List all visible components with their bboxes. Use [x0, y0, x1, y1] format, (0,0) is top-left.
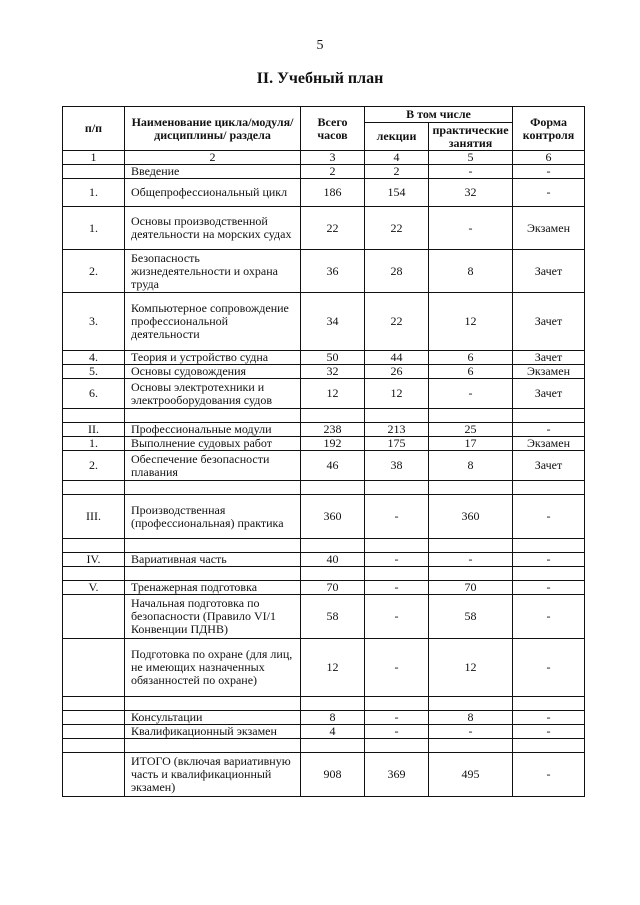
table-row [63, 495, 585, 539]
row-name: Введение [125, 165, 301, 179]
row-control-form: Зачет [513, 351, 585, 365]
row-control-form [513, 409, 585, 423]
row-lectures [365, 539, 429, 553]
row-lectures [365, 409, 429, 423]
row-lectures: 2 [365, 165, 429, 179]
row-name: Консультации [125, 711, 301, 725]
row-total-hours: 12 [301, 639, 365, 697]
table-row [63, 451, 585, 481]
column-number: 4 [365, 151, 429, 165]
table-row [63, 207, 585, 250]
row-control-form: - [513, 595, 585, 639]
row-total-hours: 22 [301, 207, 365, 250]
row-control-form: - [513, 423, 585, 437]
row-control-form: Зачет [513, 379, 585, 409]
row-control-form: - [513, 581, 585, 595]
row-lectures: - [365, 595, 429, 639]
table-row [63, 365, 585, 379]
table-row [63, 581, 585, 595]
row-name [125, 697, 301, 711]
row-lectures: 12 [365, 379, 429, 409]
header-control: Форма контроля [513, 107, 585, 151]
row-total-hours: 192 [301, 437, 365, 451]
table-row [63, 595, 585, 639]
table-row [63, 423, 585, 437]
row-practical: 12 [429, 639, 513, 697]
row-name: Квалификационный экзамен [125, 725, 301, 739]
row-practical [429, 697, 513, 711]
table-row [63, 250, 585, 293]
row-total-hours: 34 [301, 293, 365, 351]
row-number [63, 481, 125, 495]
row-number: 3. [63, 293, 125, 351]
row-name: Теория и устройство судна [125, 351, 301, 365]
row-practical: 8 [429, 250, 513, 293]
row-total-hours: 50 [301, 351, 365, 365]
page-number: 5 [316, 38, 324, 53]
row-number [63, 711, 125, 725]
row-name [125, 739, 301, 753]
column-number: 2 [125, 151, 301, 165]
row-control-form: - [513, 753, 585, 797]
row-total-hours [301, 567, 365, 581]
table-row [63, 639, 585, 697]
row-name: Основы электротехники и электрооборудования судов [125, 379, 301, 409]
row-practical [429, 567, 513, 581]
table-row [63, 539, 585, 553]
row-number [63, 165, 125, 179]
header-lectures: лекции [365, 123, 429, 151]
row-name: Вариативная часть [125, 553, 301, 567]
row-number: V. [63, 581, 125, 595]
column-number-row [63, 151, 585, 165]
row-total-hours: 40 [301, 553, 365, 567]
row-control-form: - [513, 179, 585, 207]
row-control-form: Зачет [513, 250, 585, 293]
row-control-form [513, 739, 585, 753]
row-total-hours [301, 409, 365, 423]
row-number [63, 567, 125, 581]
row-control-form [513, 539, 585, 553]
row-practical: - [429, 379, 513, 409]
row-name: Производственная (профессиональная) практика [125, 495, 301, 539]
row-number [63, 595, 125, 639]
row-lectures: - [365, 711, 429, 725]
row-practical: 25 [429, 423, 513, 437]
table-row [63, 697, 585, 711]
table-row [63, 567, 585, 581]
row-total-hours: 238 [301, 423, 365, 437]
row-practical: 12 [429, 293, 513, 351]
row-lectures [365, 481, 429, 495]
row-number: 6. [63, 379, 125, 409]
row-name: Профессиональные модули [125, 423, 301, 437]
table-row [63, 409, 585, 423]
table-row [63, 753, 585, 797]
row-name: ИТОГО (включая вариативную часть и квалификационный экзамен) [125, 753, 301, 797]
row-total-hours: 32 [301, 365, 365, 379]
row-number [63, 539, 125, 553]
row-lectures: 26 [365, 365, 429, 379]
row-lectures: - [365, 553, 429, 567]
row-practical [429, 739, 513, 753]
row-name [125, 409, 301, 423]
row-total-hours: 46 [301, 451, 365, 481]
row-name: Основы судовождения [125, 365, 301, 379]
row-practical [429, 409, 513, 423]
row-name: Безопасность жизнедеятельности и охрана труда [125, 250, 301, 293]
row-practical: 8 [429, 711, 513, 725]
row-number: 4. [63, 351, 125, 365]
row-total-hours [301, 539, 365, 553]
row-practical: - [429, 725, 513, 739]
table-row [63, 481, 585, 495]
table-row [63, 437, 585, 451]
row-control-form: Зачет [513, 451, 585, 481]
row-lectures [365, 567, 429, 581]
row-total-hours [301, 481, 365, 495]
row-number: 1. [63, 437, 125, 451]
table-row [63, 711, 585, 725]
row-control-form: - [513, 711, 585, 725]
row-name: Обеспечение безопасности плавания [125, 451, 301, 481]
row-practical: - [429, 207, 513, 250]
header-practical: практические занятия [429, 123, 513, 151]
row-name: Компьютерное сопровождение профессиональной деятельности [125, 293, 301, 351]
row-number [63, 725, 125, 739]
row-name [125, 567, 301, 581]
row-total-hours: 4 [301, 725, 365, 739]
row-number [63, 739, 125, 753]
row-control-form [513, 567, 585, 581]
row-practical: 6 [429, 351, 513, 365]
row-name: Выполнение судовых работ [125, 437, 301, 451]
row-lectures: 22 [365, 207, 429, 250]
table-row [63, 553, 585, 567]
row-control-form: - [513, 165, 585, 179]
row-number: 1. [63, 179, 125, 207]
row-lectures: 213 [365, 423, 429, 437]
row-lectures: - [365, 581, 429, 595]
row-name: Подготовка по охране (для лиц, не имеющих назначенных обязанностей по охране) [125, 639, 301, 697]
row-total-hours: 908 [301, 753, 365, 797]
row-practical: 8 [429, 451, 513, 481]
row-lectures: 44 [365, 351, 429, 365]
row-total-hours: 58 [301, 595, 365, 639]
column-number: 6 [513, 151, 585, 165]
row-name [125, 481, 301, 495]
table-row [63, 293, 585, 351]
row-practical: 70 [429, 581, 513, 595]
row-name: Общепрофессиональный цикл [125, 179, 301, 207]
row-control-form: - [513, 495, 585, 539]
table-row [63, 165, 585, 179]
curriculum-table [62, 106, 585, 797]
row-control-form: Экзамен [513, 437, 585, 451]
row-practical: 360 [429, 495, 513, 539]
row-number: II. [63, 423, 125, 437]
row-control-form [513, 481, 585, 495]
row-total-hours: 186 [301, 179, 365, 207]
row-practical: 6 [429, 365, 513, 379]
row-number [63, 753, 125, 797]
row-control-form: Экзамен [513, 365, 585, 379]
row-practical [429, 539, 513, 553]
row-practical: - [429, 165, 513, 179]
row-practical: - [429, 553, 513, 567]
row-total-hours: 70 [301, 581, 365, 595]
row-number: 2. [63, 451, 125, 481]
header-name: Наименование цикла/модуля/дисциплины/ раздела [125, 107, 301, 151]
row-control-form: - [513, 553, 585, 567]
row-total-hours: 36 [301, 250, 365, 293]
row-name: Основы производственной деятельности на морских судах [125, 207, 301, 250]
row-total-hours: 12 [301, 379, 365, 409]
row-lectures: 28 [365, 250, 429, 293]
row-control-form: - [513, 639, 585, 697]
column-number: 1 [63, 151, 125, 165]
row-number: IV. [63, 553, 125, 567]
row-name [125, 539, 301, 553]
header-total: Всего часов [301, 107, 365, 151]
table-body [63, 165, 585, 797]
row-name: Тренажерная подготовка [125, 581, 301, 595]
header-including: В том числе [365, 107, 513, 123]
row-lectures: 154 [365, 179, 429, 207]
document-title: II. Учебный план [256, 70, 384, 87]
column-number: 5 [429, 151, 513, 165]
row-lectures: 175 [365, 437, 429, 451]
table-row [63, 379, 585, 409]
row-practical [429, 481, 513, 495]
row-lectures: - [365, 639, 429, 697]
row-number: III. [63, 495, 125, 539]
row-total-hours: 2 [301, 165, 365, 179]
row-lectures: - [365, 495, 429, 539]
row-lectures [365, 697, 429, 711]
row-number [63, 409, 125, 423]
table-row [63, 179, 585, 207]
row-control-form [513, 697, 585, 711]
row-lectures [365, 739, 429, 753]
row-control-form: - [513, 725, 585, 739]
row-number: 5. [63, 365, 125, 379]
row-control-form: Экзамен [513, 207, 585, 250]
row-lectures: 22 [365, 293, 429, 351]
header-num: п/п [63, 107, 125, 151]
row-number [63, 697, 125, 711]
row-total-hours [301, 697, 365, 711]
table-row [63, 351, 585, 365]
row-lectures: 38 [365, 451, 429, 481]
row-total-hours [301, 739, 365, 753]
row-practical: 32 [429, 179, 513, 207]
row-practical: 495 [429, 753, 513, 797]
table-row [63, 739, 585, 753]
row-lectures: - [365, 725, 429, 739]
table-row [63, 725, 585, 739]
row-number: 1. [63, 207, 125, 250]
row-practical: 58 [429, 595, 513, 639]
row-total-hours: 8 [301, 711, 365, 725]
row-practical: 17 [429, 437, 513, 451]
row-lectures: 369 [365, 753, 429, 797]
row-number: 2. [63, 250, 125, 293]
row-control-form: Зачет [513, 293, 585, 351]
row-name: Начальная подготовка по безопасности (Правило VI/1 Конвенции ПДНВ) [125, 595, 301, 639]
row-number [63, 639, 125, 697]
row-total-hours: 360 [301, 495, 365, 539]
column-number: 3 [301, 151, 365, 165]
